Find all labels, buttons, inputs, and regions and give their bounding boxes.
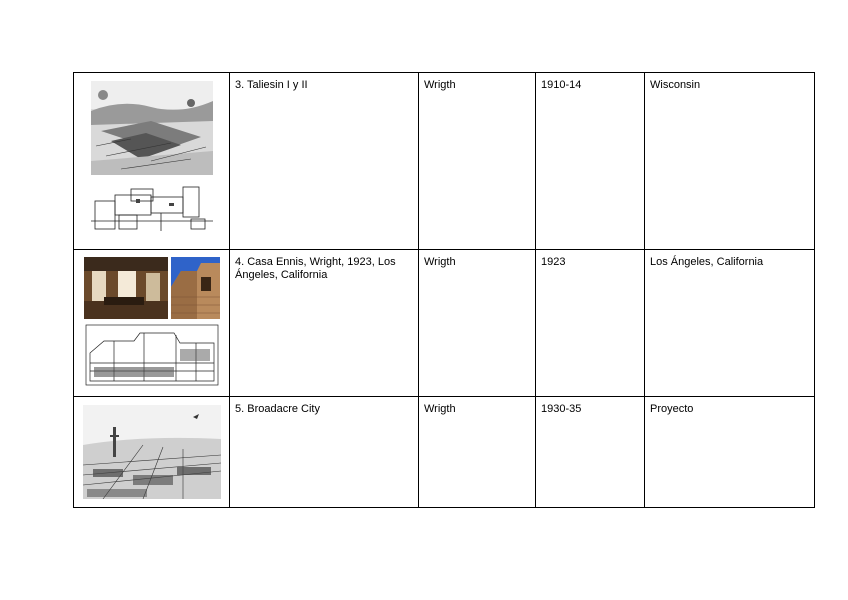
architect: Wrigth (419, 397, 536, 508)
work-name: 4. Casa Ennis, Wright, 1923, Los Ángeles, California (230, 250, 419, 397)
ennis-interior-photo (84, 257, 168, 319)
architect: Wrigth (419, 73, 536, 250)
place: Los Ángeles, California (645, 250, 815, 397)
work-name: 3. Taliesin I y II (230, 73, 419, 250)
year: 1910-14 (536, 73, 645, 250)
image-cell (74, 73, 230, 250)
architect: Wrigth (419, 250, 536, 397)
image-cell (74, 397, 230, 508)
year: 1923 (536, 250, 645, 397)
place: Proyecto (645, 397, 815, 508)
ennis-photos (84, 257, 220, 319)
table-row (74, 73, 815, 250)
year: 1930-35 (536, 397, 645, 508)
taliesin-floor-plan (91, 181, 213, 235)
place: Wisconsin (645, 73, 815, 250)
table-row (74, 250, 815, 397)
ennis-elevation-drawing (84, 323, 220, 387)
ennis-exterior-photo (171, 257, 220, 319)
taliesin-aerial-sketch (91, 81, 213, 175)
works-table (73, 72, 815, 508)
table-row (74, 397, 815, 508)
image-cell (74, 250, 230, 397)
broadacre-city-perspective (83, 405, 221, 499)
work-name: 5. Broadacre City (230, 397, 419, 508)
